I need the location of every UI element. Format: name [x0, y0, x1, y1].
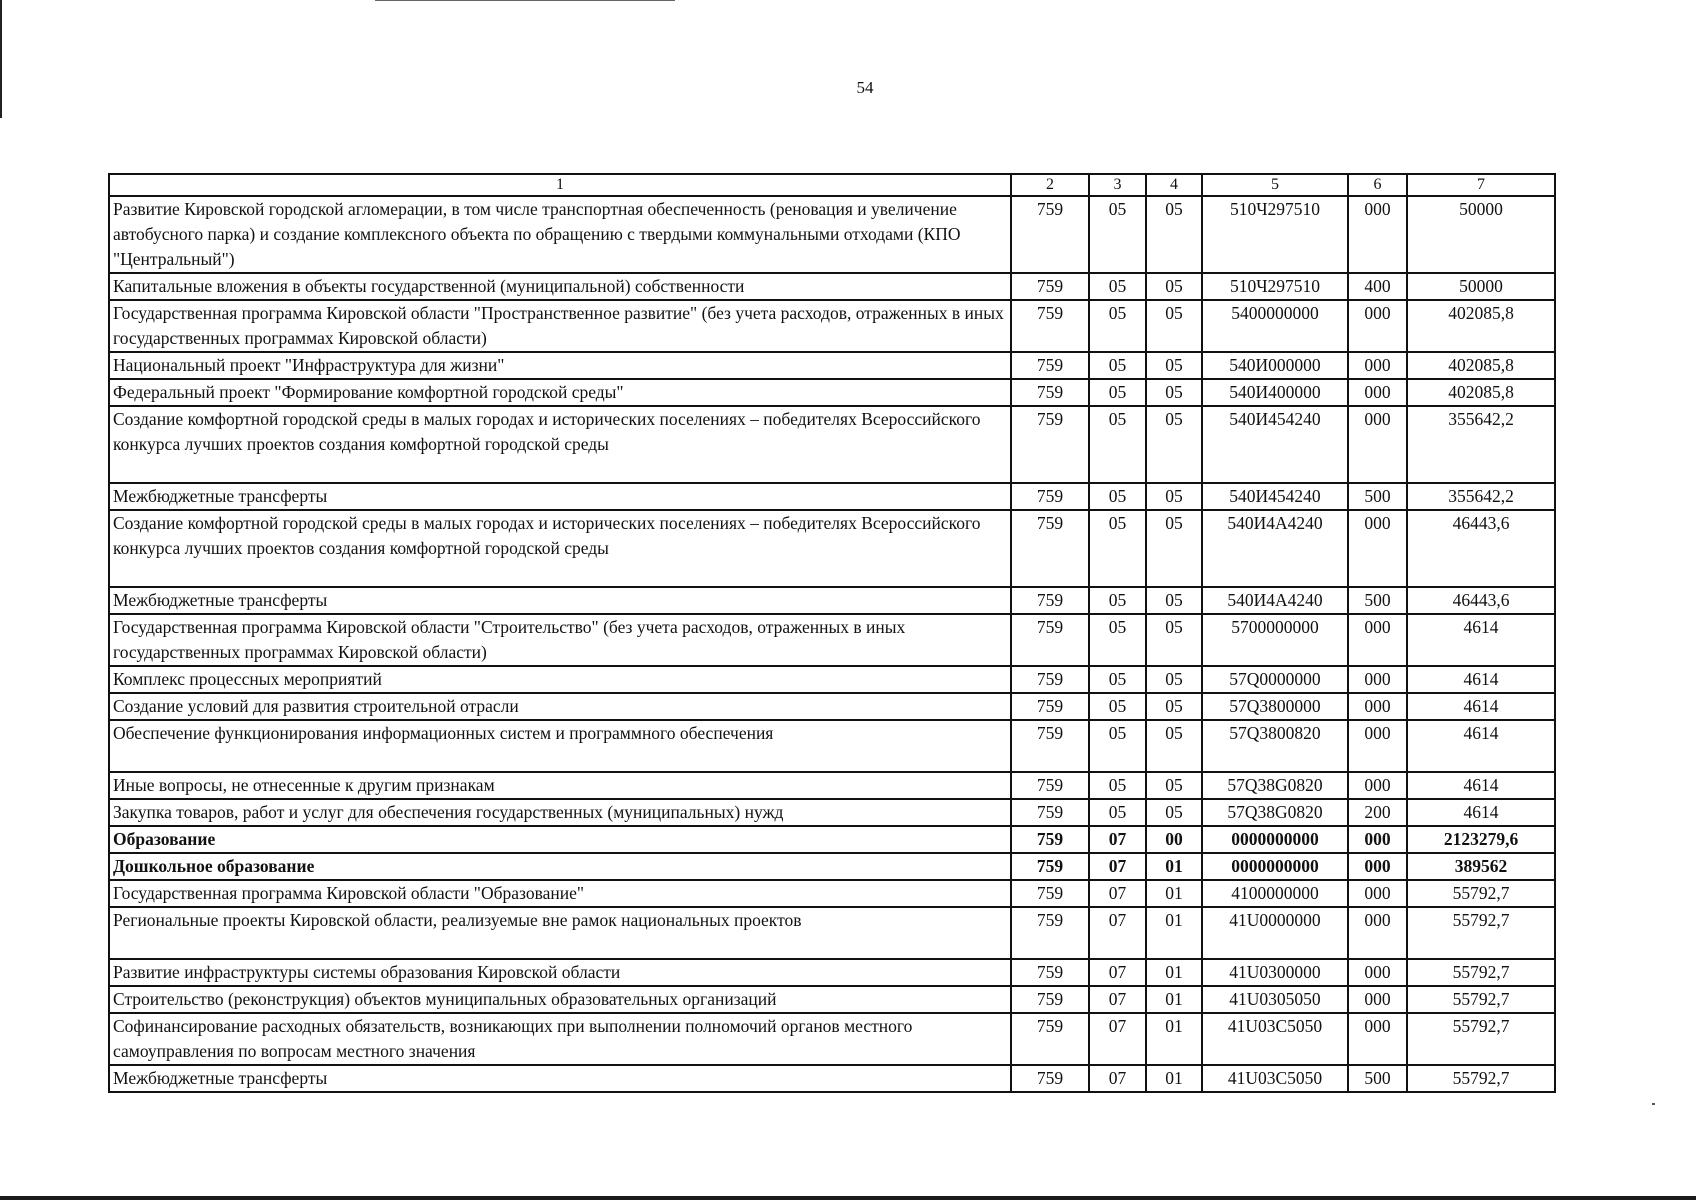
row-code-3: 05 [1089, 379, 1146, 406]
row-name: Дошкольное образование [109, 853, 1011, 880]
row-name: Развитие Кировской городской агломерации, в том числе транспортная обеспеченность (реновация и увеличение автобусного парка) и создание комплексного объекта по обращению с твердыми коммунальными отходами (КПО "Центральный") [109, 196, 1011, 273]
row-code-2: 759 [1011, 510, 1089, 587]
row-name: Закупка товаров, работ и услуг для обеспечения государственных (муниципальных) нужд [109, 799, 1011, 826]
row-amount: 402085,8 [1407, 300, 1555, 352]
table-row [109, 273, 1555, 300]
row-code-2: 759 [1011, 693, 1089, 720]
row-code-3: 05 [1089, 666, 1146, 693]
row-amount: 402085,8 [1407, 379, 1555, 406]
row-code-4: 01 [1146, 959, 1202, 986]
scan-edge-bottom [0, 1196, 1696, 1200]
row-code-6: 500 [1348, 483, 1407, 510]
table-body [109, 196, 1555, 1092]
row-name: Межбюджетные трансферты [109, 1065, 1011, 1092]
header-col-1: 1 [109, 174, 1011, 196]
row-amount: 55792,7 [1407, 907, 1555, 959]
row-code-4: 05 [1146, 772, 1202, 799]
row-code-2: 759 [1011, 959, 1089, 986]
table-row [109, 720, 1555, 772]
row-name: Образование [109, 826, 1011, 853]
row-code-2: 759 [1011, 352, 1089, 379]
row-code-5: 510Ч297510 [1202, 196, 1348, 273]
page-number: 54 [856, 78, 874, 97]
row-code-5: 57Q0000000 [1202, 666, 1348, 693]
row-code-4: 01 [1146, 880, 1202, 907]
row-code-2: 759 [1011, 300, 1089, 352]
table-row [109, 959, 1555, 986]
row-code-4: 05 [1146, 300, 1202, 352]
row-code-6: 000 [1348, 772, 1407, 799]
row-name: Федеральный проект "Формирование комфортной городской среды" [109, 379, 1011, 406]
row-name: Государственная программа Кировской области "Строительство" (без учета расходов, отраженных в иных государственных программах Кировской области) [109, 614, 1011, 666]
row-code-6: 000 [1348, 666, 1407, 693]
row-code-6: 000 [1348, 907, 1407, 959]
row-code-2: 759 [1011, 799, 1089, 826]
row-name: Комплекс процессных мероприятий [109, 666, 1011, 693]
row-code-6: 000 [1348, 1013, 1407, 1065]
row-code-5: 510Ч297510 [1202, 273, 1348, 300]
row-amount: 4614 [1407, 693, 1555, 720]
budget-table [108, 173, 1556, 1093]
row-name: Иные вопросы, не отнесенные к другим признакам [109, 772, 1011, 799]
row-code-3: 05 [1089, 406, 1146, 483]
row-code-5: 4100000000 [1202, 880, 1348, 907]
row-code-5: 57Q38G0820 [1202, 772, 1348, 799]
row-code-6: 500 [1348, 1065, 1407, 1092]
row-code-3: 05 [1089, 587, 1146, 614]
header-col-3: 3 [1089, 174, 1146, 196]
row-code-6: 000 [1348, 196, 1407, 273]
row-code-3: 07 [1089, 853, 1146, 880]
row-name: Государственная программа Кировской области "Пространственное развитие" (без учета расходов, отраженных в иных государственных программах Кировской области) [109, 300, 1011, 352]
row-amount: 50000 [1407, 273, 1555, 300]
row-code-4: 01 [1146, 1065, 1202, 1092]
row-code-3: 07 [1089, 826, 1146, 853]
row-code-5: 57Q3800820 [1202, 720, 1348, 772]
row-code-4: 05 [1146, 799, 1202, 826]
row-code-3: 05 [1089, 614, 1146, 666]
row-amount: 46443,6 [1407, 510, 1555, 587]
row-amount: 55792,7 [1407, 959, 1555, 986]
row-amount: 355642,2 [1407, 406, 1555, 483]
row-amount: 4614 [1407, 614, 1555, 666]
scan-edge-left [0, 0, 2, 118]
row-code-2: 759 [1011, 379, 1089, 406]
row-code-5: 41U03C5050 [1202, 1065, 1348, 1092]
row-amount: 55792,7 [1407, 986, 1555, 1013]
header-col-6: 6 [1348, 174, 1407, 196]
row-code-3: 07 [1089, 986, 1146, 1013]
row-code-4: 05 [1146, 510, 1202, 587]
row-code-4: 05 [1146, 587, 1202, 614]
row-amount: 355642,2 [1407, 483, 1555, 510]
row-code-4: 05 [1146, 406, 1202, 483]
table-row [109, 799, 1555, 826]
row-code-6: 000 [1348, 720, 1407, 772]
row-name: Межбюджетные трансферты [109, 587, 1011, 614]
row-code-2: 759 [1011, 614, 1089, 666]
row-code-3: 05 [1089, 510, 1146, 587]
row-code-6: 000 [1348, 880, 1407, 907]
row-code-3: 05 [1089, 300, 1146, 352]
row-code-2: 759 [1011, 826, 1089, 853]
row-code-2: 759 [1011, 587, 1089, 614]
row-code-2: 759 [1011, 666, 1089, 693]
table-row [109, 772, 1555, 799]
row-code-3: 05 [1089, 693, 1146, 720]
row-amount: 4614 [1407, 666, 1555, 693]
row-code-5: 0000000000 [1202, 853, 1348, 880]
row-code-4: 05 [1146, 614, 1202, 666]
row-code-2: 759 [1011, 196, 1089, 273]
row-code-4: 05 [1146, 352, 1202, 379]
row-code-5: 41U0300000 [1202, 959, 1348, 986]
row-code-6: 000 [1348, 959, 1407, 986]
row-amount: 4614 [1407, 772, 1555, 799]
row-code-2: 759 [1011, 772, 1089, 799]
row-code-4: 05 [1146, 693, 1202, 720]
row-name: Создание условий для развития строительной отрасли [109, 693, 1011, 720]
row-code-5: 540И4А4240 [1202, 510, 1348, 587]
row-code-6: 500 [1348, 587, 1407, 614]
row-amount: 389562 [1407, 853, 1555, 880]
row-code-5: 57Q3800000 [1202, 693, 1348, 720]
row-code-3: 07 [1089, 907, 1146, 959]
row-code-3: 07 [1089, 1065, 1146, 1092]
table-row [109, 587, 1555, 614]
row-code-5: 540И454240 [1202, 483, 1348, 510]
row-code-2: 759 [1011, 1065, 1089, 1092]
row-amount: 402085,8 [1407, 352, 1555, 379]
row-code-3: 07 [1089, 880, 1146, 907]
row-amount: 4614 [1407, 799, 1555, 826]
row-code-6: 000 [1348, 614, 1407, 666]
row-code-4: 05 [1146, 666, 1202, 693]
row-amount: 55792,7 [1407, 1013, 1555, 1065]
table-row [109, 986, 1555, 1013]
row-code-6: 000 [1348, 379, 1407, 406]
row-code-4: 01 [1146, 986, 1202, 1013]
row-code-2: 759 [1011, 406, 1089, 483]
row-name: Капитальные вложения в объекты государственной (муниципальной) собственности [109, 273, 1011, 300]
row-name: Обеспечение функционирования информационных систем и программного обеспечения [109, 720, 1011, 772]
scan-edge-top [375, 0, 675, 1]
row-code-4: 01 [1146, 1013, 1202, 1065]
row-code-3: 05 [1089, 352, 1146, 379]
row-code-5: 57Q38G0820 [1202, 799, 1348, 826]
table-row [109, 1065, 1555, 1092]
row-code-4: 00 [1146, 826, 1202, 853]
row-amount: 4614 [1407, 720, 1555, 772]
row-name: Государственная программа Кировской области "Образование" [109, 880, 1011, 907]
row-code-4: 05 [1146, 379, 1202, 406]
row-amount: 46443,6 [1407, 587, 1555, 614]
table-row [109, 483, 1555, 510]
row-amount: 55792,7 [1407, 1065, 1555, 1092]
row-code-6: 200 [1348, 799, 1407, 826]
table-row [109, 907, 1555, 959]
header-col-5: 5 [1202, 174, 1348, 196]
row-code-5: 540И000000 [1202, 352, 1348, 379]
row-code-3: 05 [1089, 273, 1146, 300]
row-name: Межбюджетные трансферты [109, 483, 1011, 510]
table-row [109, 880, 1555, 907]
table-row [109, 510, 1555, 587]
row-code-2: 759 [1011, 907, 1089, 959]
row-code-2: 759 [1011, 1013, 1089, 1065]
row-code-5: 41U03C5050 [1202, 1013, 1348, 1065]
table-row [109, 826, 1555, 853]
table-row [109, 693, 1555, 720]
row-code-4: 01 [1146, 907, 1202, 959]
header-row [109, 174, 1555, 196]
row-code-3: 07 [1089, 959, 1146, 986]
row-code-5: 0000000000 [1202, 826, 1348, 853]
row-code-5: 540И400000 [1202, 379, 1348, 406]
row-name: Софинансирование расходных обязательств, возникающих при выполнении полномочий органов местного самоуправления по вопросам местного значения [109, 1013, 1011, 1065]
row-code-5: 540И4А4240 [1202, 587, 1348, 614]
row-code-4: 05 [1146, 273, 1202, 300]
row-code-5: 540И454240 [1202, 406, 1348, 483]
row-code-6: 000 [1348, 406, 1407, 483]
row-code-5: 5400000000 [1202, 300, 1348, 352]
row-code-6: 000 [1348, 510, 1407, 587]
table-row [109, 614, 1555, 666]
row-name: Создание комфортной городской среды в малых городах и исторических поселениях – победителях Всероссийского конкурса лучших проектов создания комфортной городской среды [109, 510, 1011, 587]
row-code-6: 000 [1348, 352, 1407, 379]
row-code-3: 05 [1089, 799, 1146, 826]
table-row [109, 196, 1555, 273]
row-name: Национальный проект "Инфраструктура для жизни" [109, 352, 1011, 379]
row-code-3: 05 [1089, 483, 1146, 510]
row-code-6: 000 [1348, 826, 1407, 853]
row-code-2: 759 [1011, 880, 1089, 907]
header-col-2: 2 [1011, 174, 1089, 196]
row-code-6: 000 [1348, 853, 1407, 880]
row-code-2: 759 [1011, 986, 1089, 1013]
row-code-6: 000 [1348, 986, 1407, 1013]
table-header [109, 174, 1555, 196]
row-name: Региональные проекты Кировской области, реализуемые вне рамок национальных проектов [109, 907, 1011, 959]
table-row [109, 666, 1555, 693]
table-row [109, 300, 1555, 352]
row-code-2: 759 [1011, 273, 1089, 300]
row-code-3: 05 [1089, 772, 1146, 799]
table-row [109, 853, 1555, 880]
row-amount: 2123279,6 [1407, 826, 1555, 853]
row-code-5: 41U0305050 [1202, 986, 1348, 1013]
header-col-4: 4 [1146, 174, 1202, 196]
row-code-3: 07 [1089, 1013, 1146, 1065]
row-code-3: 05 [1089, 720, 1146, 772]
row-amount: 55792,7 [1407, 880, 1555, 907]
row-code-4: 05 [1146, 483, 1202, 510]
row-name: Строительство (реконструкция) объектов муниципальных образовательных организаций [109, 986, 1011, 1013]
row-code-5: 41U0000000 [1202, 907, 1348, 959]
row-code-6: 000 [1348, 300, 1407, 352]
row-name: Развитие инфраструктуры системы образования Кировской области [109, 959, 1011, 986]
row-code-2: 759 [1011, 483, 1089, 510]
row-code-5: 5700000000 [1202, 614, 1348, 666]
row-code-4: 05 [1146, 720, 1202, 772]
table-row [109, 1013, 1555, 1065]
row-code-2: 759 [1011, 853, 1089, 880]
row-code-6: 000 [1348, 693, 1407, 720]
row-name: Создание комфортной городской среды в малых городах и исторических поселениях – победителях Всероссийского конкурса лучших проектов создания комфортной городской среды [109, 406, 1011, 483]
row-code-6: 400 [1348, 273, 1407, 300]
row-code-2: 759 [1011, 720, 1089, 772]
row-code-4: 05 [1146, 196, 1202, 273]
scan-dot [1652, 1103, 1655, 1105]
header-col-7: 7 [1407, 174, 1555, 196]
table-row [109, 352, 1555, 379]
row-amount: 50000 [1407, 196, 1555, 273]
table-row [109, 379, 1555, 406]
table-row [109, 406, 1555, 483]
row-code-3: 05 [1089, 196, 1146, 273]
row-code-4: 01 [1146, 853, 1202, 880]
